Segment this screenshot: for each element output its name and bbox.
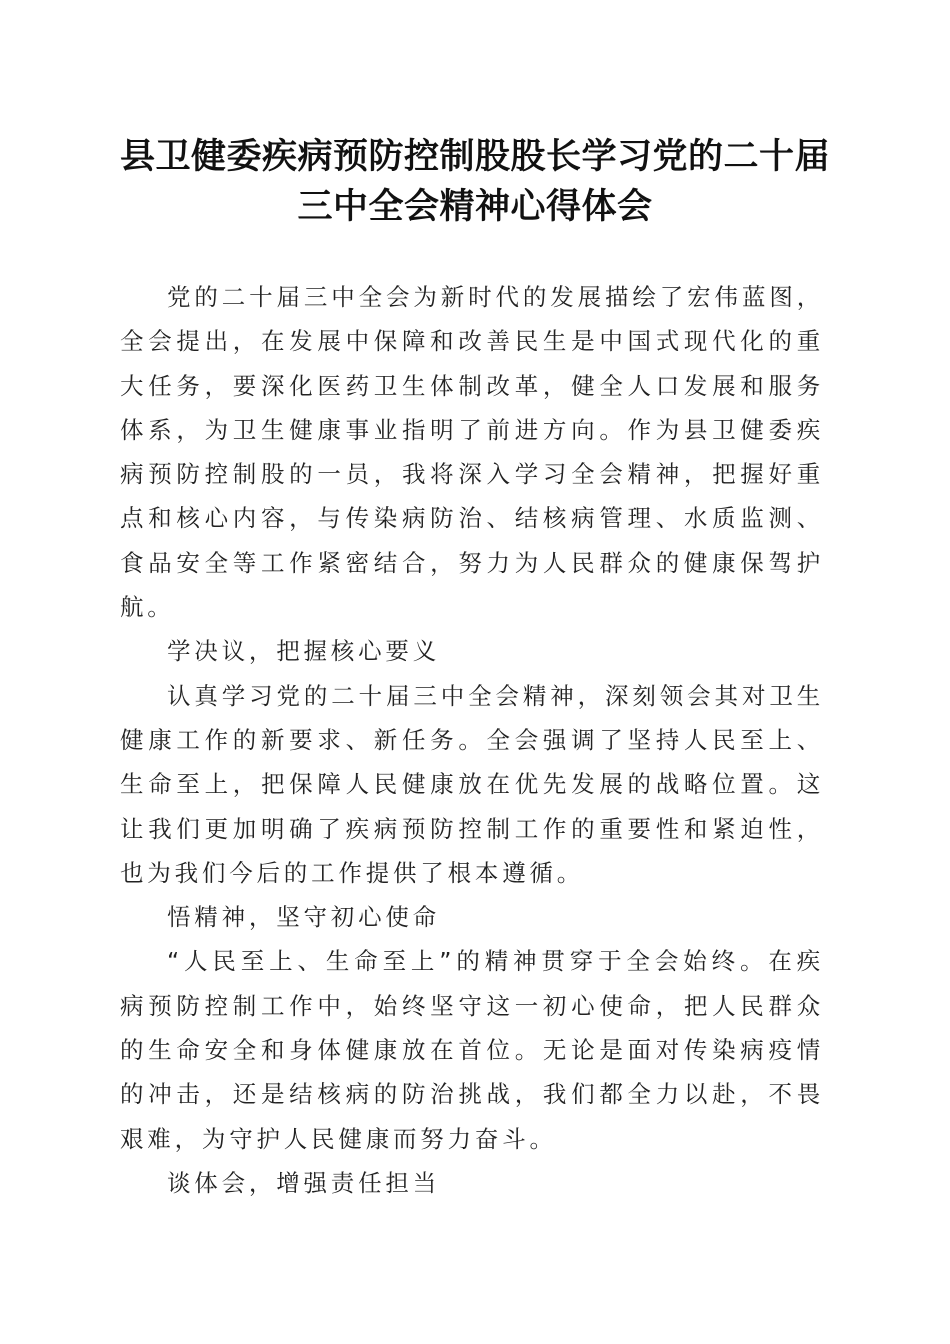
title-line-2: 三中全会精神心得体会 — [297, 186, 653, 227]
section-heading-study: 学决议，把握核心要义 — [167, 637, 440, 666]
paragraph-intro: 党的二十届三中全会为新时代的发展描绘了宏伟蓝图，全会提出，在发展中保障和改善民生是中国式现代化的重大任务，要深化医药卫生体制改革，健全人口发展和服务体系，为卫生健康事业指明了前进方向。作为县卫健委疾病预防控制股的一员，我将深入学习全会精神，把握好重点和核心内容，与传染病防治、结核病管理、水质监测、食品安全等工作紧密结合，努力为人民群众的健康保驾护航。 — [120, 283, 824, 622]
paragraph-study: 认真学习党的二十届三中全会精神，深刻领会其对卫生健康工作的新要求、新任务。全会强调了坚持人民至上、生命至上，把保障人民健康放在优先发展的战略位置。这让我们更加明确了疾病预防控制工作的重要性和紧迫性，也为我们今后的工作提供了根本遵循。 — [120, 681, 824, 887]
paragraph-spirit: “人民至上、生命至上”的精神贯穿于全会始终。在疾病预防控制工作中，始终坚守这一初心使命，把人民群众的生命安全和身体健康放在首位。无论是面对传染病疫情的冲击，还是结核病的防治挑战，我们都全力以赴，不畏艰难，为守护人民健康而努力奋斗。 — [120, 947, 824, 1153]
section-heading-responsibility: 谈体会，增强责任担当 — [167, 1168, 440, 1197]
document-title — [100, 132, 850, 232]
section-heading-spirit: 悟精神，坚守初心使命 — [167, 903, 440, 932]
title-line-1: 县卫健委疾病预防控制股股长学习党的二十届 — [119, 136, 830, 177]
document-body — [120, 275, 824, 1205]
